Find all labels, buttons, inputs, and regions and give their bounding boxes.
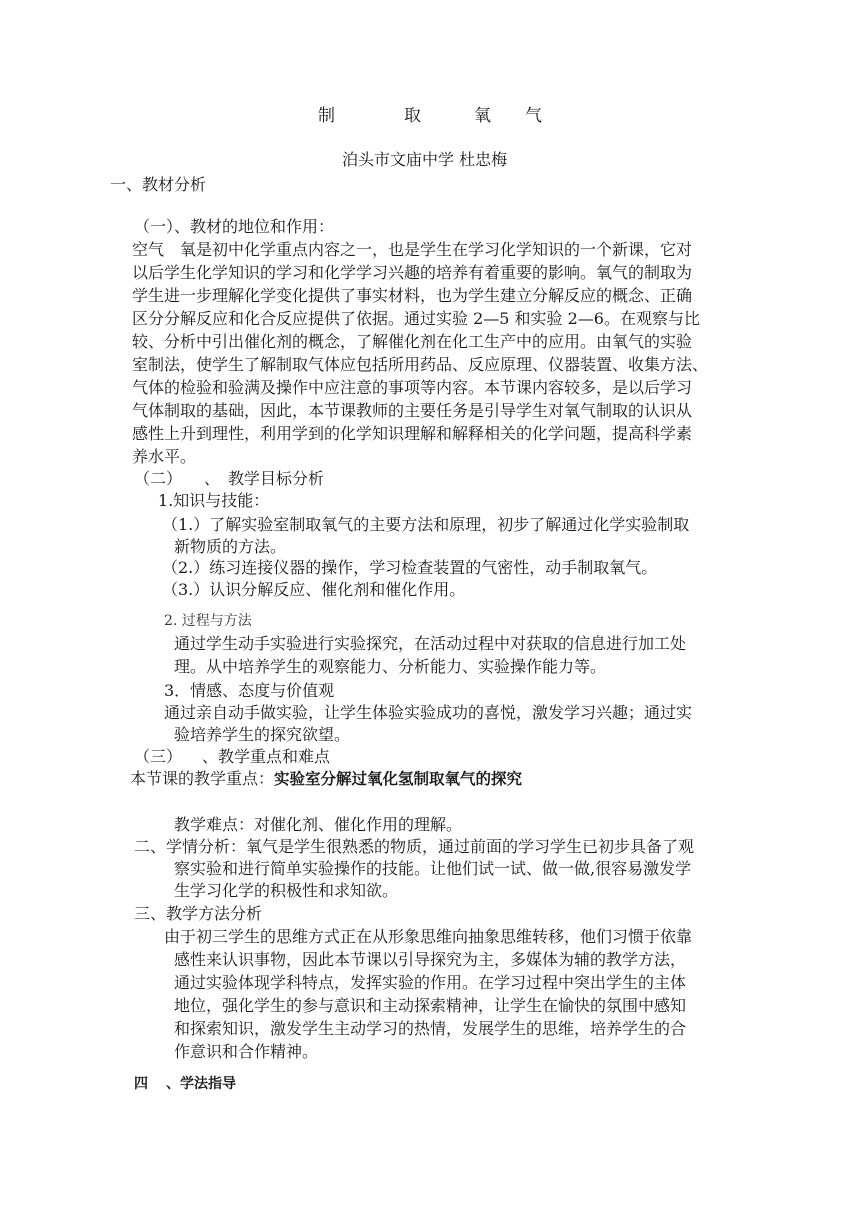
body-line: 室制法，使学生了解制取气体应包括所用药品、反应原理、仪器装置、收集方法、 [132,355,709,374]
goal-2-line: 理。从中培养学生的观察能力、分析能力、实验操作能力等。 [174,657,607,676]
section-3-line: 和探索知识，激发学生主动学习的热情，发展学生的思维，培养学生的合 [174,1019,687,1038]
title-char-4: 气 [525,106,542,126]
goal-1-item: （1.）了解实验室制取氧气的主要方法和原理，初步了解通过化学实验制取 [162,515,690,534]
document-title [0,105,860,129]
section-3-heading: 三、教学方法分析 [134,904,263,923]
goal-3-heading: 3．情感、态度与价值观 [164,681,335,700]
key-point-line [130,768,522,790]
subsection-2-heading-text: 、 教学目标分析 [204,469,325,488]
goal-1-item: （3.）认识分解反应、催化剂和催化作用。 [162,580,466,599]
key-point-label: 本节课的教学重点： [130,769,275,788]
body-line: 以后学生化学知识的学习和化学学习兴趣的培养有着重要的影响。氧气的制取为 [132,263,693,282]
body-line: 气体的检验和验满及操作中应注意的事项等内容。本节课内容较多，是以后学习 [132,378,693,397]
section-2-line: 察实验和进行简单实验操作的技能。让他们试一试、做一做,很容易激发学 [174,859,692,878]
goal-1-item: （2.）练习连接仪器的操作，学习检查装置的气密性，动手制取氧气。 [162,558,658,577]
section-1-heading: 一、教材分析 [110,175,207,194]
subsection-3-heading-text: 、教学重点和难点 [202,747,331,766]
author-line: 泊头市文庙中学 杜忠梅 [342,150,508,169]
section-3-line: 由于初三学生的思维方式正在从形象思维向抽象思维转移，他们习惯于依靠 [164,927,693,946]
section-4-heading-text: 、学法指导 [166,1076,236,1092]
title-char-2: 取 [404,106,421,126]
body-line: 气体制取的基础，因此，本节课教师的主要任务是引导学生对氧气制取的认识从 [132,401,693,420]
section-2-line: 生学习化学的积极性和求知欲。 [174,881,399,900]
section-3-line: 地位，强化学生的参与意识和主动探索精神，让学生在愉快的氛围中感知 [174,996,687,1015]
subsection-1-body [132,238,708,468]
body-line: 感性上升到理性，利用学到的化学知识理解和解释相关的化学问题，提高科学素 [132,424,693,443]
goal-1-item-cont: 新物质的方法。 [174,537,287,556]
subsection-3-heading-number: （三） [134,747,183,766]
body-line: 空气 氧是初中化学重点内容之一，也是学生在学习化学知识的一个新课，它对 [132,240,693,259]
section-4-heading-number: 四 [134,1076,148,1092]
section-3-line: 通过实验体现学科特点，发挥实验的作用。在学习过程中突出学生的主体 [174,973,687,992]
body-line: 学生进一步理解化学变化提供了事实材料，也为学生建立分解反应的概念、正确 [132,286,693,305]
section-2-line: 二、学情分析：氧气是学生很熟悉的物质，通过前面的学习学生已初步具备了观 [134,837,695,856]
section-3-line: 作意识和合作精神。 [174,1042,319,1061]
subsection-2-heading-number: （二） [134,469,183,488]
body-line: 较、分析中引出催化剂的概念，了解催化剂在化工生产中的应用。由氧气的实验 [132,332,693,351]
goal-2-line: 通过学生动手实验进行实验探究，在活动过程中对获取的信息进行加工处 [174,634,687,653]
body-line: 区分分解反应和化合反应提供了依据。通过实验 2—5 和实验 2—6。在观察与比 [132,309,700,328]
goal-3-line: 通过亲自动手做实验，让学生体验实验成功的喜悦，激发学习兴趣；通过实 [164,703,693,722]
section-3-line: 感性来认识事物，因此本节课以引导探究为主，多媒体为辅的教学方法， [174,950,687,969]
key-point-value: 实验室分解过氧化氢制取氧气的探究 [274,770,523,788]
goal-2-heading: 2. 过程与方法 [164,613,252,629]
title-char-3: 氧 [474,106,491,126]
subsection-1-heading: （一）、教材的地位和作用： [134,217,335,236]
goal-3-line: 验培养学生的探究欲望。 [174,725,351,744]
title-char-1: 制 [318,106,335,126]
goal-1-heading: 1.知识与技能： [158,491,270,510]
body-line: 养水平。 [132,447,197,466]
difficulty-line: 教学难点：对催化剂、催化作用的理解。 [174,815,463,834]
